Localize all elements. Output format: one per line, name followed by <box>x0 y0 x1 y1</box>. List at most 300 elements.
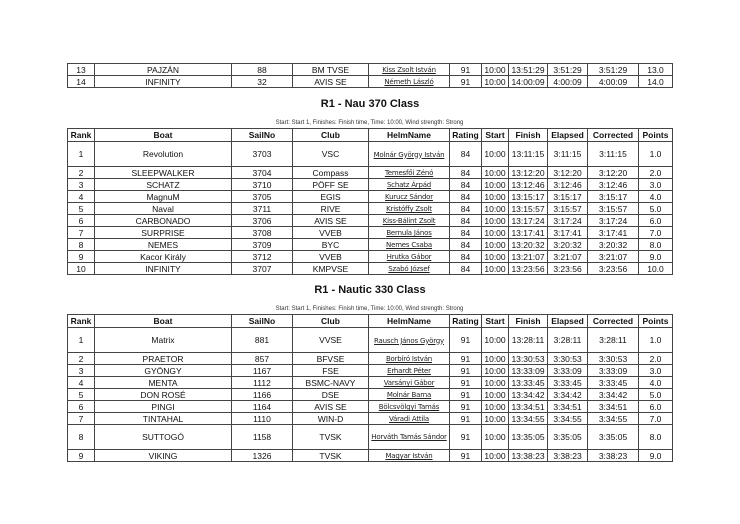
cell-sailno: 881 <box>232 328 293 353</box>
cell-club: FSE <box>293 365 369 377</box>
cell-start: 10:00 <box>482 64 509 76</box>
cell-rating: 91 <box>450 425 482 450</box>
cell-rank: 1 <box>68 142 95 167</box>
cell-boat: SURPRISE <box>95 227 232 239</box>
table-row <box>68 389 673 401</box>
cell-start: 10:00 <box>482 227 509 239</box>
cell-start: 10:00 <box>482 76 509 88</box>
table-row <box>68 377 673 389</box>
cell-start: 10:00 <box>482 239 509 251</box>
cell-elapsed: 4:00:09 <box>548 76 588 88</box>
cell-rating: 84 <box>450 167 482 179</box>
cell-rating: 91 <box>450 353 482 365</box>
cell-points: 9.0 <box>639 450 673 462</box>
cell-points: 4.0 <box>639 191 673 203</box>
helm-name-link[interactable]: Kiss-Bálint Zsolt <box>382 217 436 225</box>
helm-name-link[interactable]: Horváth Tamás Sándor <box>371 433 447 441</box>
cell-rating: 91 <box>450 377 482 389</box>
cell-boat: NEMES <box>95 239 232 251</box>
table-row <box>68 64 673 76</box>
cell-helm <box>369 239 450 251</box>
col-header-boat: Boat <box>95 129 232 142</box>
race-info: Start: Start 1, Finishes: Finish time, Time: 10:00, Wind strength: Strong <box>275 120 464 126</box>
cell-helm <box>369 450 450 462</box>
helm-name-link[interactable]: Schatz Árpád <box>386 181 432 189</box>
cell-elapsed: 3:51:29 <box>548 64 588 76</box>
cell-finish: 13:17:41 <box>509 227 548 239</box>
cell-start: 10:00 <box>482 215 509 227</box>
table-row <box>68 401 673 413</box>
col-header-finish: Finish <box>509 315 548 328</box>
cell-finish: 13:12:46 <box>509 179 548 191</box>
cell-corrected: 3:51:29 <box>588 64 639 76</box>
table-row <box>68 413 673 425</box>
cell-start: 10:00 <box>482 353 509 365</box>
cell-rating: 84 <box>450 191 482 203</box>
table-row <box>68 76 673 88</box>
cell-finish: 13:20:32 <box>509 239 548 251</box>
cell-points: 8.0 <box>639 425 673 450</box>
cell-start: 10:00 <box>482 425 509 450</box>
cell-start: 10:00 <box>482 179 509 191</box>
cell-rank: 8 <box>68 239 95 251</box>
cell-finish: 13:15:57 <box>509 203 548 215</box>
cell-sailno: 88 <box>232 64 293 76</box>
cell-club: BM TVSE <box>293 64 369 76</box>
cell-points: 2.0 <box>639 167 673 179</box>
cell-boat: VIKING <box>95 450 232 462</box>
cell-finish: 13:21:07 <box>509 251 548 263</box>
cell-points: 5.0 <box>639 203 673 215</box>
cell-helm <box>369 203 450 215</box>
col-header-helmname: HelmName <box>369 129 450 142</box>
cell-rank: 2 <box>68 167 95 179</box>
cell-points: 1.0 <box>639 142 673 167</box>
cell-points: 6.0 <box>639 401 673 413</box>
col-header-elapsed: Elapsed <box>548 129 588 142</box>
cell-boat: PINGI <box>95 401 232 413</box>
table-row <box>68 450 673 462</box>
col-header-corrected: Corrected <box>588 315 639 328</box>
cell-sailno: 1112 <box>232 377 293 389</box>
cell-boat: PRAETOR <box>95 353 232 365</box>
col-header-club: Club <box>293 315 369 328</box>
col-header-sailno: SailNo <box>232 315 293 328</box>
cell-club: DSE <box>293 389 369 401</box>
cell-rating: 84 <box>450 179 482 191</box>
cell-rating: 84 <box>450 263 482 275</box>
cell-club: WIN-D <box>293 413 369 425</box>
cell-finish: 13:23:56 <box>509 263 548 275</box>
cell-finish: 13:34:51 <box>509 401 548 413</box>
cell-helm <box>369 328 450 353</box>
race-info: Start: Start 1, Finishes: Finish time, Time: 10:00, Wind strength: Strong <box>275 306 464 312</box>
cell-rank: 13 <box>68 64 95 76</box>
cell-club: AVIS SE <box>293 215 369 227</box>
helm-name-link[interactable]: Bölcsvölgyi Tamás <box>378 403 440 411</box>
cell-sailno: 3703 <box>232 142 293 167</box>
cell-start: 10:00 <box>482 401 509 413</box>
table-row <box>68 215 673 227</box>
helm-name-link[interactable]: Nemes Csaba <box>386 241 432 249</box>
cell-boat: MENTA <box>95 377 232 389</box>
cell-sailno: 1167 <box>232 365 293 377</box>
cell-boat: SUTTOGÓ <box>95 425 232 450</box>
cell-corrected: 3:33:45 <box>588 377 639 389</box>
cell-helm <box>369 401 450 413</box>
helm-name-link[interactable]: Molnár György István <box>373 150 445 159</box>
cell-helm <box>369 425 450 450</box>
helm-name-link[interactable]: Rausch János György <box>374 336 444 345</box>
cell-corrected: 3:28:11 <box>588 328 639 353</box>
cell-sailno: 32 <box>232 76 293 88</box>
cell-finish: 13:33:45 <box>509 377 548 389</box>
cell-rank: 14 <box>68 76 95 88</box>
cell-elapsed: 3:17:41 <box>548 227 588 239</box>
cell-points: 13.0 <box>639 64 673 76</box>
cell-finish: 14:00:09 <box>509 76 548 88</box>
cell-boat: SCHATZ <box>95 179 232 191</box>
col-header-elapsed: Elapsed <box>548 315 588 328</box>
col-header-rank: Rank <box>68 129 95 142</box>
cell-club: RIVE <box>293 203 369 215</box>
cell-start: 10:00 <box>482 365 509 377</box>
col-header-points: Points <box>639 129 673 142</box>
cell-helm <box>369 377 450 389</box>
cell-points: 8.0 <box>639 239 673 251</box>
helm-name-link[interactable]: Molnár Barna <box>386 391 432 399</box>
helm-name-link[interactable]: Németh László <box>384 78 434 86</box>
cell-elapsed: 3:33:45 <box>548 377 588 389</box>
cell-elapsed: 3:34:55 <box>548 413 588 425</box>
cell-rank: 6 <box>68 215 95 227</box>
cell-boat: Kacor Király <box>95 251 232 263</box>
table-row <box>68 167 673 179</box>
cell-helm <box>369 64 450 76</box>
cell-boat: SLEEPWALKER <box>95 167 232 179</box>
cell-finish: 13:38:23 <box>509 450 548 462</box>
cell-boat: Revolution <box>95 142 232 167</box>
cell-rating: 91 <box>450 389 482 401</box>
cell-rating: 91 <box>450 401 482 413</box>
cell-elapsed: 3:34:51 <box>548 401 588 413</box>
table-row <box>68 365 673 377</box>
table-row <box>68 328 673 353</box>
cell-points: 5.0 <box>639 389 673 401</box>
cell-helm <box>369 179 450 191</box>
cell-helm <box>369 353 450 365</box>
cell-finish: 13:33:09 <box>509 365 548 377</box>
table-row <box>68 191 673 203</box>
col-header-start: Start <box>482 129 509 142</box>
cell-corrected: 3:17:41 <box>588 227 639 239</box>
cell-club: BSMC-NAVY <box>293 377 369 389</box>
cell-corrected: 3:35:05 <box>588 425 639 450</box>
col-header-finish: Finish <box>509 129 548 142</box>
cell-points: 3.0 <box>639 179 673 191</box>
table-row <box>68 251 673 263</box>
cell-elapsed: 3:12:46 <box>548 179 588 191</box>
cell-corrected: 3:23:56 <box>588 263 639 275</box>
cell-finish: 13:34:55 <box>509 413 548 425</box>
helm-name-link[interactable]: Kurucz Sándor <box>385 193 433 201</box>
cell-boat: PAJZÁN <box>95 64 232 76</box>
cell-club: VVSE <box>293 328 369 353</box>
table-header-row <box>68 129 673 142</box>
cell-rating: 91 <box>450 365 482 377</box>
cell-sailno: 1326 <box>232 450 293 462</box>
cell-rank: 4 <box>68 377 95 389</box>
cell-club: AVIS SE <box>293 76 369 88</box>
cell-elapsed: 3:11:15 <box>548 142 588 167</box>
helm-name-link[interactable]: Váradi Attila <box>388 415 430 423</box>
cell-club: KMPVSE <box>293 263 369 275</box>
helm-name-link[interactable]: Magyar István <box>385 452 433 460</box>
cell-rank: 9 <box>68 251 95 263</box>
cell-sailno: 1164 <box>232 401 293 413</box>
cell-club: BFVSE <box>293 353 369 365</box>
cell-rating: 91 <box>450 76 482 88</box>
cell-start: 10:00 <box>482 251 509 263</box>
cell-elapsed: 3:30:53 <box>548 353 588 365</box>
cell-start: 10:00 <box>482 413 509 425</box>
helm-name-link[interactable]: Erhardt Péter <box>387 367 431 375</box>
cell-rank: 7 <box>68 227 95 239</box>
cell-rating: 84 <box>450 227 482 239</box>
helm-name-link[interactable]: Bernula János <box>386 229 432 237</box>
cell-sailno: 3712 <box>232 251 293 263</box>
col-header-start: Start <box>482 315 509 328</box>
col-header-club: Club <box>293 129 369 142</box>
table-row <box>68 239 673 251</box>
cell-start: 10:00 <box>482 263 509 275</box>
cell-elapsed: 3:35:05 <box>548 425 588 450</box>
cell-sailno: 3707 <box>232 263 293 275</box>
cell-helm <box>369 76 450 88</box>
cell-sailno: 1166 <box>232 389 293 401</box>
cell-points: 4.0 <box>639 377 673 389</box>
cell-boat: Matrix <box>95 328 232 353</box>
cell-corrected: 3:15:57 <box>588 203 639 215</box>
cell-corrected: 3:12:20 <box>588 167 639 179</box>
cell-elapsed: 3:34:42 <box>548 389 588 401</box>
cell-rank: 1 <box>68 328 95 353</box>
cell-helm <box>369 365 450 377</box>
cell-helm <box>369 167 450 179</box>
cell-sailno: 3705 <box>232 191 293 203</box>
cell-corrected: 3:17:24 <box>588 215 639 227</box>
cell-finish: 13:51:29 <box>509 64 548 76</box>
cell-boat: DON ROSÉ <box>95 389 232 401</box>
cell-sailno: 3704 <box>232 167 293 179</box>
cell-sailno: 1110 <box>232 413 293 425</box>
cell-corrected: 3:34:51 <box>588 401 639 413</box>
cell-start: 10:00 <box>482 450 509 462</box>
cell-boat: INFINITY <box>95 263 232 275</box>
cell-rank: 2 <box>68 353 95 365</box>
cell-rank: 8 <box>68 425 95 450</box>
cell-boat: INFINITY <box>95 76 232 88</box>
cell-start: 10:00 <box>482 142 509 167</box>
cell-helm <box>369 263 450 275</box>
cell-points: 6.0 <box>639 215 673 227</box>
col-header-sailno: SailNo <box>232 129 293 142</box>
col-header-helmname: HelmName <box>369 315 450 328</box>
cell-elapsed: 3:28:11 <box>548 328 588 353</box>
cell-corrected: 3:21:07 <box>588 251 639 263</box>
cell-helm <box>369 251 450 263</box>
cell-sailno: 3711 <box>232 203 293 215</box>
cell-club: EGIS <box>293 191 369 203</box>
cell-boat: Naval <box>95 203 232 215</box>
cell-points: 1.0 <box>639 328 673 353</box>
col-header-rating: Rating <box>450 315 482 328</box>
cell-finish: 13:30:53 <box>509 353 548 365</box>
cell-points: 14.0 <box>639 76 673 88</box>
cell-elapsed: 3:23:56 <box>548 263 588 275</box>
cell-finish: 13:15:17 <box>509 191 548 203</box>
cell-club: TVSK <box>293 450 369 462</box>
cell-rank: 3 <box>68 179 95 191</box>
cell-elapsed: 3:20:32 <box>548 239 588 251</box>
cell-rank: 6 <box>68 401 95 413</box>
cell-start: 10:00 <box>482 328 509 353</box>
cell-rating: 84 <box>450 203 482 215</box>
cell-corrected: 3:20:32 <box>588 239 639 251</box>
results-table <box>67 128 673 275</box>
cell-boat: TINTAHAL <box>95 413 232 425</box>
cell-boat: MagnuM <box>95 191 232 203</box>
cell-helm <box>369 413 450 425</box>
cell-helm <box>369 389 450 401</box>
cell-elapsed: 3:38:23 <box>548 450 588 462</box>
cell-rating: 91 <box>450 64 482 76</box>
cell-points: 2.0 <box>639 353 673 365</box>
table-row <box>68 263 673 275</box>
table-row <box>68 227 673 239</box>
cell-sailno: 3708 <box>232 227 293 239</box>
helm-name-link[interactable]: Varsányi Gábor <box>383 379 435 387</box>
cell-start: 10:00 <box>482 377 509 389</box>
helm-name-link[interactable]: Borbíró István <box>385 355 433 363</box>
cell-club: Compass <box>293 167 369 179</box>
cell-rank: 4 <box>68 191 95 203</box>
cell-finish: 13:11:15 <box>509 142 548 167</box>
cell-points: 7.0 <box>639 413 673 425</box>
results-table <box>67 314 673 462</box>
cell-finish: 13:12:20 <box>509 167 548 179</box>
helm-name-link[interactable]: Temesfői Zénó <box>384 169 434 177</box>
cell-club: BYC <box>293 239 369 251</box>
cell-finish: 13:17:24 <box>509 215 548 227</box>
cell-rating: 84 <box>450 251 482 263</box>
cell-start: 10:00 <box>482 167 509 179</box>
table-row <box>68 179 673 191</box>
col-header-rating: Rating <box>450 129 482 142</box>
cell-start: 10:00 <box>482 203 509 215</box>
cell-elapsed: 3:12:20 <box>548 167 588 179</box>
cell-points: 9.0 <box>639 251 673 263</box>
cell-finish: 13:28:11 <box>509 328 548 353</box>
col-header-corrected: Corrected <box>588 129 639 142</box>
cell-rank: 5 <box>68 203 95 215</box>
cell-corrected: 4:00:09 <box>588 76 639 88</box>
cell-start: 10:00 <box>482 389 509 401</box>
cell-club: VSC <box>293 142 369 167</box>
cell-helm <box>369 142 450 167</box>
cell-rating: 91 <box>450 328 482 353</box>
cell-helm <box>369 215 450 227</box>
cell-rank: 3 <box>68 365 95 377</box>
cell-corrected: 3:30:53 <box>588 353 639 365</box>
cell-club: AVIS SE <box>293 401 369 413</box>
cell-sailno: 1158 <box>232 425 293 450</box>
cell-helm <box>369 191 450 203</box>
cell-corrected: 3:33:09 <box>588 365 639 377</box>
cell-corrected: 3:34:42 <box>588 389 639 401</box>
class-title: R1 - Nautic 330 Class <box>314 284 426 296</box>
cell-rank: 5 <box>68 389 95 401</box>
cell-corrected: 3:12:46 <box>588 179 639 191</box>
cell-elapsed: 3:15:17 <box>548 191 588 203</box>
cell-points: 3.0 <box>639 365 673 377</box>
cell-club: VVEB <box>293 251 369 263</box>
cell-elapsed: 3:21:07 <box>548 251 588 263</box>
cell-rank: 7 <box>68 413 95 425</box>
cell-points: 7.0 <box>639 227 673 239</box>
cell-sailno: 3710 <box>232 179 293 191</box>
cell-club: VVEB <box>293 227 369 239</box>
cell-rating: 91 <box>450 413 482 425</box>
table-row <box>68 203 673 215</box>
cell-rating: 84 <box>450 239 482 251</box>
cell-elapsed: 3:17:24 <box>548 215 588 227</box>
helm-name-link[interactable]: Kiss Zsolt István <box>382 66 436 74</box>
cell-rating: 91 <box>450 450 482 462</box>
cell-boat: CARBONADO <box>95 215 232 227</box>
cell-boat: GYÖNGY <box>95 365 232 377</box>
cell-club: TVSK <box>293 425 369 450</box>
table-row <box>68 142 673 167</box>
helm-name-link[interactable]: Szabó József <box>388 265 430 273</box>
cell-corrected: 3:38:23 <box>588 450 639 462</box>
col-header-points: Points <box>639 315 673 328</box>
helm-name-link[interactable]: Kristóffy Zsolt <box>386 205 432 213</box>
cell-elapsed: 3:33:09 <box>548 365 588 377</box>
previous-results-table <box>67 63 673 88</box>
table-row <box>68 353 673 365</box>
helm-name-link[interactable]: Hrutka Gábor <box>386 253 432 261</box>
cell-sailno: 3709 <box>232 239 293 251</box>
table-row <box>68 425 673 450</box>
class-title: R1 - Nau 370 Class <box>320 98 420 110</box>
cell-sailno: 857 <box>232 353 293 365</box>
col-header-boat: Boat <box>95 315 232 328</box>
cell-sailno: 3706 <box>232 215 293 227</box>
cell-elapsed: 3:15:57 <box>548 203 588 215</box>
cell-corrected: 3:11:15 <box>588 142 639 167</box>
table-header-row <box>68 315 673 328</box>
cell-helm <box>369 227 450 239</box>
cell-club: PÖFF SE <box>293 179 369 191</box>
cell-rank: 9 <box>68 450 95 462</box>
cell-rating: 84 <box>450 142 482 167</box>
cell-finish: 13:35:05 <box>509 425 548 450</box>
cell-points: 10.0 <box>639 263 673 275</box>
col-header-rank: Rank <box>68 315 95 328</box>
cell-finish: 13:34:42 <box>509 389 548 401</box>
cell-rating: 84 <box>450 215 482 227</box>
